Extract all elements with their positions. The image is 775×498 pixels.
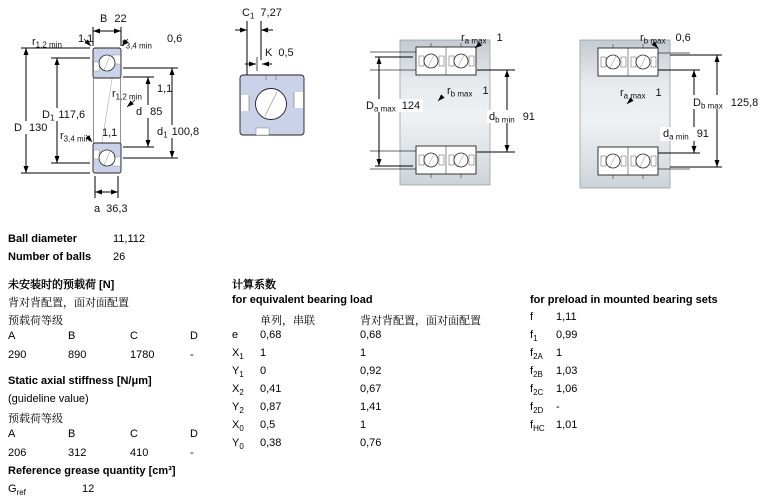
dim-label-rb-max: $r_{b max}$ 1 — [447, 85, 489, 99]
dim-label-ra-max: $r_{a max}$ 1 — [461, 32, 503, 46]
diagram-mounted-set-right — [570, 0, 775, 195]
stiffness-title: Static axial stiffness [N/μm] — [8, 375, 152, 387]
dim-label-K: K 0,5 — [265, 47, 294, 59]
spec-number-of-balls: Number of balls 26 — [8, 251, 126, 263]
dim-label-r12-top: $r_{1,2 min}$ — [32, 36, 62, 50]
dim-label-a: a 36,3 — [94, 203, 128, 215]
bearing-pair-top — [416, 43, 476, 75]
dim-label-D: D 130 — [14, 122, 48, 134]
factor-row-e: e 0,68 0,68 — [232, 329, 382, 341]
dim-label-d1: $d_1$ 100,8 — [157, 126, 200, 140]
dim-value-r34-top: 0,6 — [167, 33, 183, 45]
factor-row-x0: $X_0$ 0,5 1 — [232, 419, 367, 434]
stiffness-class-label: 预载荷等级 — [8, 413, 63, 425]
stiffness-subtitle: (guideline value) — [8, 393, 89, 405]
dim-label-D1: $D_1$ 117,6 — [42, 109, 86, 123]
diagram-flush-ground — [228, 0, 333, 145]
preload-factors-title: for preload in mounted bearing sets — [530, 294, 718, 306]
grease-row: $G_{ref}$ 12 — [8, 483, 95, 498]
dim-label-Db-max: $D_{b max}$ 125,8 — [693, 97, 759, 111]
preload-factor-row-fhc: $f_{HC}$ 1,01 — [530, 419, 578, 434]
diagram-cross-section — [0, 0, 235, 228]
preload-factor-row-f2a: $f_{2A}$ 1 — [530, 347, 563, 362]
dim-label-ra-max: $r_{a max}$ 1 — [620, 87, 662, 101]
dim-label-rb-max: $r_{b max}$ 0,6 — [640, 32, 691, 46]
bearing-pair-bottom — [598, 147, 658, 179]
preload-factor-row-f2b: $f_{2B}$ 1,03 — [530, 365, 578, 380]
factor-row-y0: $Y_0$ 0,38 0,76 — [232, 437, 382, 452]
preload-header-row: A B C D — [8, 330, 198, 342]
preload-class-label: 预载荷等级 — [8, 315, 63, 327]
dim-label-r34-mid: $r_{3,4 min}$ — [60, 130, 90, 144]
bearing-outline — [93, 48, 121, 173]
dim-label-da-min: $d_{a min}$ 91 — [663, 128, 709, 142]
factor-row-y1: $Y_1$ 0 0,92 — [232, 365, 382, 380]
bearing-outline — [240, 75, 304, 135]
dim-label-r12-mid: $r_{1,2 min}$ — [112, 88, 142, 102]
spec-ball-diameter: Ball diameter 11,112 — [8, 233, 146, 245]
preload-factor-row-f2d: $f_{2D}$ - — [530, 401, 560, 416]
preload-value-row: 290 890 1780 - — [8, 349, 194, 361]
factor-row-y2: $Y_2$ 0,87 1,41 — [232, 401, 382, 416]
factor-row-x2: $X_2$ 0,41 0,67 — [232, 383, 382, 398]
calc-factors-title: 计算系数 — [232, 279, 276, 291]
bearing-pair-bottom — [416, 146, 476, 178]
dim-label-Da-max: $D_{a max}$ 124 — [366, 100, 421, 114]
grease-title: Reference grease quantity [cm³] — [8, 465, 176, 477]
bearing-pair-top — [598, 44, 658, 76]
equiv-load-title: for equivalent bearing load — [232, 294, 373, 306]
preload-factor-row-f: f 1,11 — [530, 311, 577, 323]
dim-label-C1: $C_1$ 7,27 — [242, 7, 282, 21]
col-header-single-tandem: 单列，串联 — [260, 315, 315, 327]
stiffness-value-row: 206 312 410 - — [8, 447, 194, 459]
dim-value-r12-top: 1,1 — [78, 33, 94, 45]
dim-label-width-B: B 22 — [100, 13, 127, 25]
dim-value-r12-mid: 1,1 — [157, 83, 173, 95]
dim-label-bore-d: d 85 — [136, 106, 163, 118]
preload-unmounted-subtitle: 背对背配置，面对面配置 — [8, 297, 129, 309]
factor-row-x1: $X_1$ 1 1 — [232, 347, 367, 362]
dim-value-r34-mid: 1,1 — [102, 127, 118, 139]
col-header-back-to-back: 背对背配置，面对面配置 — [360, 315, 481, 327]
stiffness-header-row: A B C D — [8, 428, 198, 440]
dim-label-r34-top: $r_{3,4 min}$ — [122, 37, 152, 51]
diagram-mounted-set-left — [365, 0, 555, 195]
preload-factor-row-f2c: $f_{2C}$ 1,06 — [530, 383, 578, 398]
preload-factor-row-f1: $f_1$ 0,99 — [530, 329, 578, 344]
dim-label-db-min: $d_{b min}$ 91 — [489, 111, 535, 125]
preload-unmounted-title: 未安装时的预载荷 [N] — [8, 279, 115, 291]
